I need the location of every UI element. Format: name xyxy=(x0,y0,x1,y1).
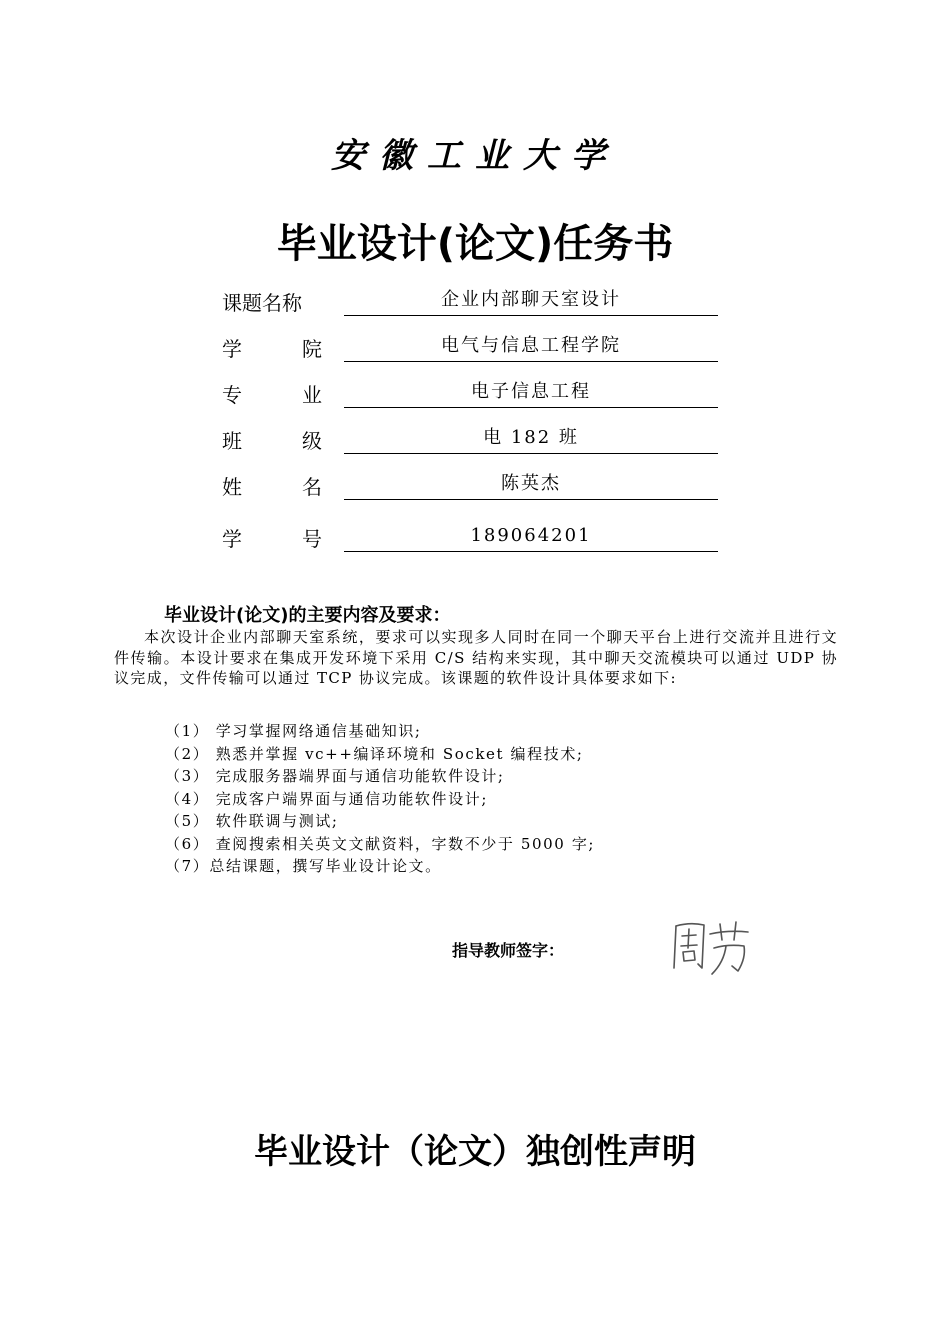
info-value: 电 182 班 xyxy=(344,423,718,454)
list-item: （4） 完成客户端界面与通信功能软件设计; xyxy=(165,789,488,808)
info-label xyxy=(222,377,322,409)
document-title: 毕业设计(论文)任务书 xyxy=(276,221,674,267)
info-label-char: 业 xyxy=(302,382,322,407)
requirements-heading: 毕业设计(论文)的主要内容及要求： xyxy=(164,605,451,626)
handwritten-signature xyxy=(668,916,756,978)
requirements-list xyxy=(165,720,595,878)
info-label-char: 姓 xyxy=(222,474,242,499)
info-value: 企业内部聊天室设计 xyxy=(344,285,718,316)
university-name: 安徽工业大学 xyxy=(331,136,619,176)
list-item: （3） 完成服务器端界面与通信功能软件设计; xyxy=(165,767,505,785)
info-value: 电气与信息工程学院 xyxy=(344,331,718,362)
info-label-char: 院 xyxy=(302,336,322,361)
info-label-char: 号 xyxy=(302,526,322,551)
requirements-body: 本次设计企业内部聊天室系统，要求可以实现多人同时在同一个聊天平台上进行交流并且进行文件传输。本设计要求在集成开发环境下采用 C/S 结构来实现，其中聊天交流模块可以通过 UDP 协议完成，文件传输可以通过 TCP 协议完成。该课题的软件设计具体要求如下: xyxy=(114,628,838,687)
info-label-char: 级 xyxy=(302,428,322,453)
info-label xyxy=(222,331,322,363)
info-label xyxy=(222,469,322,501)
info-label-char: 专 xyxy=(222,382,242,407)
list-item: （7）总结课题，撰写毕业设计论文。 xyxy=(165,857,442,875)
info-value: 陈英杰 xyxy=(344,469,718,500)
info-label-char: 班 xyxy=(222,428,242,453)
list-item: （5） 软件联调与测试; xyxy=(165,812,339,830)
info-value: 电子信息工程 xyxy=(344,377,718,408)
info-label-char: 学 xyxy=(222,336,242,361)
info-label-char: 学 xyxy=(222,526,242,551)
list-item: （2） 熟悉并掌握 vc++编译环境和 Socket 编程技术; xyxy=(165,744,584,763)
advisor-signature-label: 指导教师签字： xyxy=(452,941,565,960)
info-value: 189064201 xyxy=(344,521,718,552)
info-label-text: 课题名称 xyxy=(222,290,302,315)
info-label xyxy=(222,521,322,553)
declaration-title: 毕业设计（论文）独创性声明 xyxy=(254,1132,696,1172)
list-item: （6） 查阅搜索相关英文文献资料，字数不少于 5000 字; xyxy=(165,834,596,853)
info-label xyxy=(222,285,322,317)
info-label-char: 名 xyxy=(302,474,322,499)
list-item: （1） 学习掌握网络通信基础知识; xyxy=(165,722,422,740)
info-label xyxy=(222,423,322,455)
